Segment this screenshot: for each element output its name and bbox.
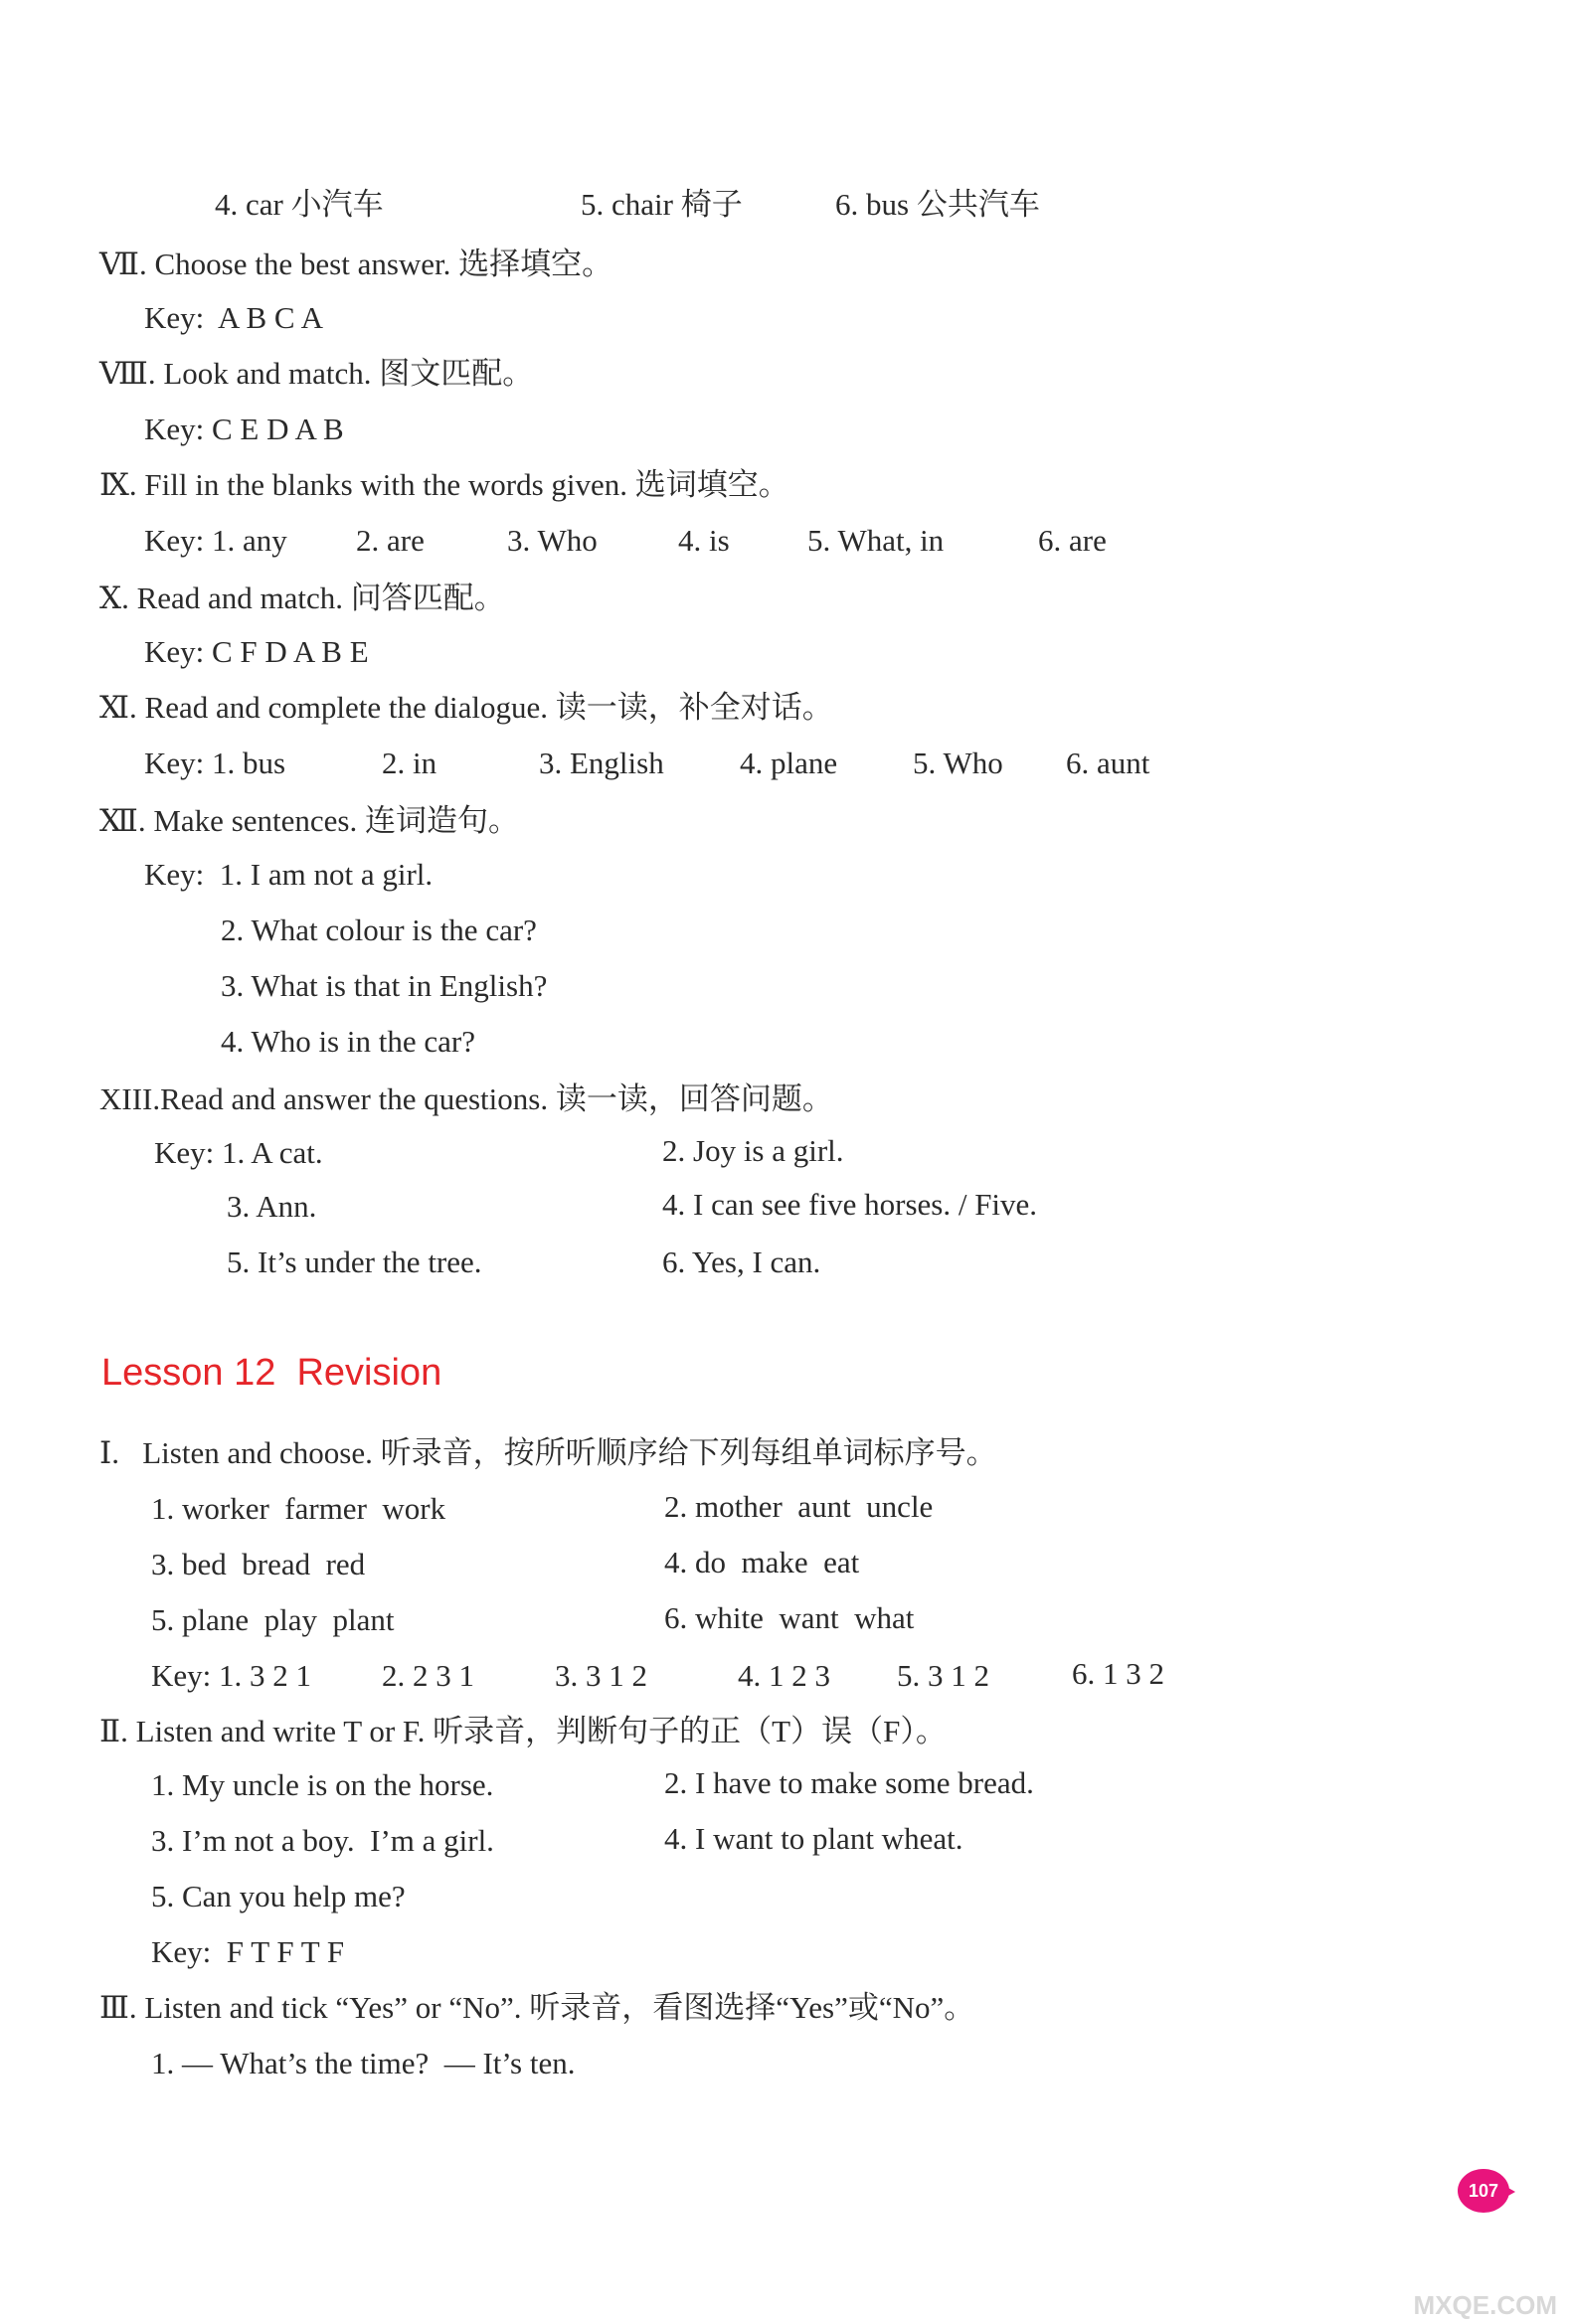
section-13-answer-1: Key: 1. A cat. [154, 1135, 323, 1170]
section-13-answer-3: 3. Ann. [227, 1189, 317, 1224]
revision-2-item-5: 5. Can you help me? [151, 1879, 406, 1913]
section-9-key-1: Key: 1. any [144, 523, 287, 558]
section-11-key-2: 2. in [382, 746, 437, 780]
revision-1-key-5: 5. 3 1 2 [897, 1658, 989, 1693]
section-11-key-4: 4. plane [740, 746, 838, 780]
section-8-title: Ⅷ. Look and match. 图文匹配。 [99, 356, 534, 391]
page-number-badge-tip [1499, 2183, 1515, 2201]
section-7-title: Ⅶ. Choose the best answer. 选择填空。 [99, 247, 613, 281]
revision-3-title: Ⅲ. Listen and tick “Yes” or “No”. 听录音，看图选择“Yes”或“No”。 [99, 1990, 975, 2025]
section-9-title: Ⅸ. Fill in the blanks with the words given. 选词填空。 [99, 467, 789, 502]
section-9-key-4: 4. is [678, 523, 730, 558]
section-13-answer-6: 6. Yes, I can. [662, 1245, 821, 1279]
section-12-title: Ⅻ. Make sentences. 连词造句。 [99, 803, 519, 838]
revision-2-item-3: 3. I’m not a boy. I’m a girl. [151, 1823, 494, 1858]
vocab-item-6: 6. bus 公共汽车 [835, 187, 1040, 222]
revision-1-group-1: 1. worker farmer work [151, 1491, 446, 1526]
section-11-title: Ⅺ. Read and complete the dialogue. 读一读，补全对话。 [99, 690, 833, 725]
revision-1-group-6: 6. white want what [664, 1600, 915, 1635]
revision-3-item-1: 1. — What’s the time? — It’s ten. [151, 2046, 576, 2080]
revision-1-group-4: 4. do make eat [664, 1545, 860, 1579]
vocab-item-5: 5. chair 椅子 [581, 187, 743, 222]
revision-2-key: Key: F T F T F [151, 1934, 345, 1969]
revision-1-group-3: 3. bed bread red [151, 1547, 366, 1581]
revision-1-group-2: 2. mother aunt uncle [664, 1489, 934, 1524]
section-9-key-5: 5. What, in [807, 523, 945, 558]
lesson-title: Lesson 12 Revision [101, 1352, 442, 1394]
section-12-line-1: Key: 1. I am not a girl. [144, 857, 434, 892]
vocab-item-4: 4. car 小汽车 [215, 187, 384, 222]
section-11-key-1: Key: 1. bus [144, 746, 286, 780]
section-9-key-3: 3. Who [507, 523, 598, 558]
section-12-line-3: 3. What is that in English? [221, 968, 548, 1003]
revision-1-key-2: 2. 2 3 1 [382, 1658, 474, 1693]
revision-1-key-4: 4. 1 2 3 [738, 1658, 830, 1693]
section-7-key: Key: A B C A [144, 300, 324, 335]
page-number-badge: 107 [1458, 2169, 1509, 2213]
revision-1-key-1: Key: 1. 3 2 1 [151, 1658, 312, 1693]
section-13-answer-5: 5. It’s under the tree. [227, 1245, 482, 1279]
revision-2-item-2: 2. I have to make some bread. [664, 1765, 1034, 1800]
section-10-title: Ⅹ. Read and match. 问答匹配。 [99, 581, 505, 615]
section-9-key-2: 2. are [356, 523, 425, 558]
revision-1-title: Ⅰ. Listen and choose. 听录音，按所听顺序给下列每组单词标序号。 [99, 1435, 997, 1470]
section-13-title: XIII.Read and answer the questions. 读一读，回答问题。 [99, 1081, 833, 1116]
section-11-key-3: 3. English [539, 746, 664, 780]
section-10-key: Key: C F D A B E [144, 634, 369, 669]
section-12-line-2: 2. What colour is the car? [221, 913, 537, 947]
section-8-key: Key: C E D A B [144, 412, 344, 446]
section-11-key-5: 5. Who [913, 746, 1003, 780]
section-13-answer-2: 2. Joy is a girl. [662, 1133, 844, 1168]
revision-1-group-5: 5. plane play plant [151, 1602, 395, 1637]
section-9-key-6: 6. are [1038, 523, 1107, 558]
watermark: MXQE.COM [1413, 2290, 1557, 2320]
revision-2-title: Ⅱ. Listen and write T or F. 听录音，判断句子的正（T）误（F）。 [99, 1714, 947, 1748]
revision-2-item-4: 4. I want to plant wheat. [664, 1821, 963, 1856]
revision-2-item-1: 1. My uncle is on the horse. [151, 1767, 494, 1802]
section-12-line-4: 4. Who is in the car? [221, 1024, 475, 1059]
revision-1-key-6: 6. 1 3 2 [1072, 1656, 1164, 1691]
revision-1-key-3: 3. 3 1 2 [555, 1658, 647, 1693]
section-13-answer-4: 4. I can see five horses. / Five. [662, 1187, 1038, 1222]
section-11-key-6: 6. aunt [1066, 746, 1150, 780]
